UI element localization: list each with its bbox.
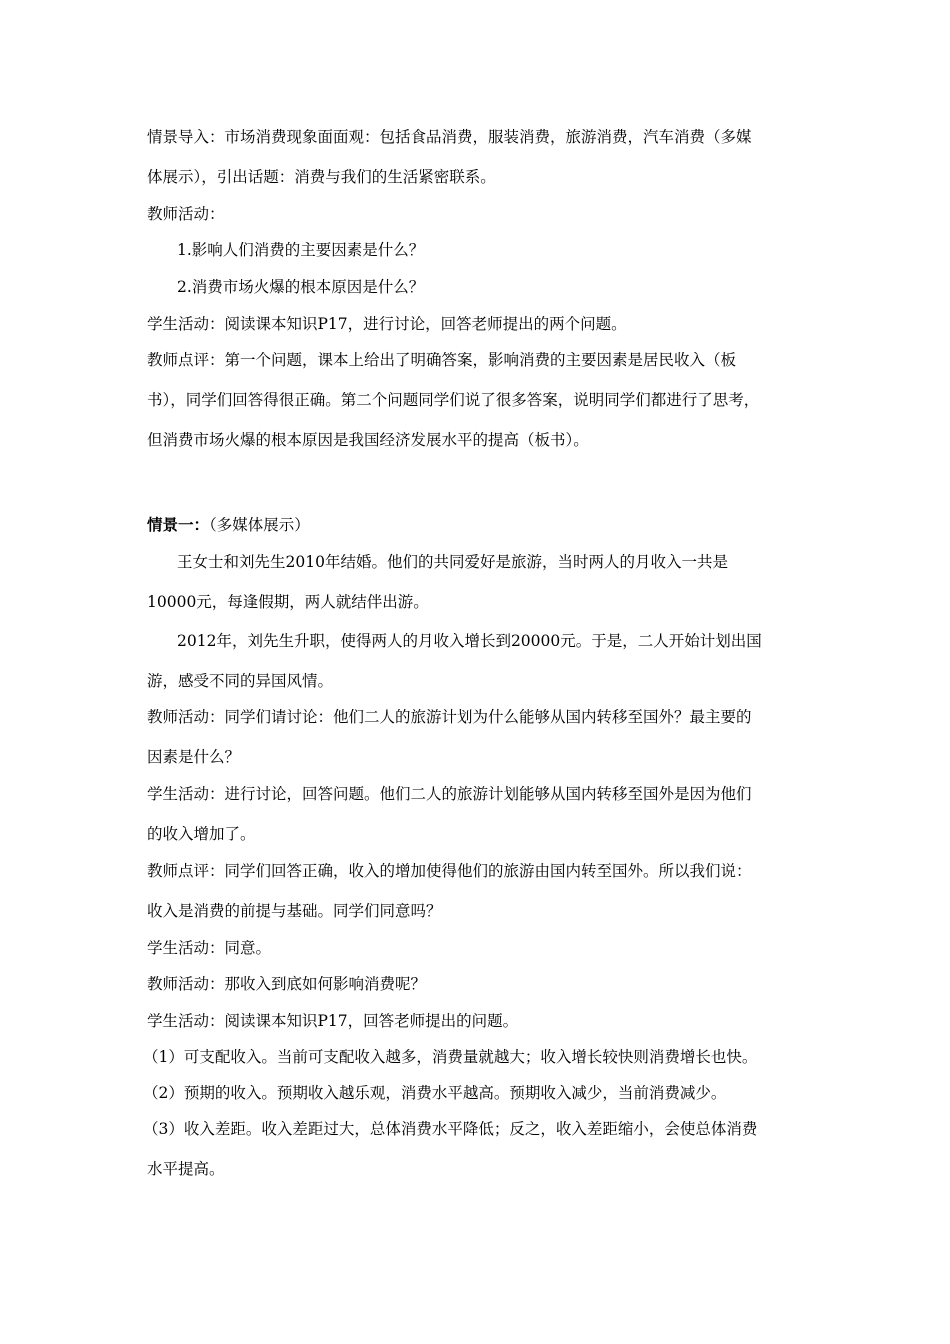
teacher-comment-line-3: 但消费市场火爆的根本原因是我国经济发展水平的提高（板书）。 xyxy=(147,431,589,449)
point-3-line-1: （3）收入差距。收入差距过大，总体消费水平降低；反之，收入差距缩小，会使总体消费 xyxy=(143,1120,758,1138)
intro-line-1: 情景导入：市场消费现象面面观：包括食品消费，服装消费，旅游消费，汽车消费（多媒 xyxy=(147,128,752,146)
point-1: （1）可支配收入。当前可支配收入越多，消费量就越大；收入增长较快则消费增长也快。 xyxy=(143,1048,758,1066)
story-paragraph-1-line-1: 王女士和刘先生2010年结婚。他们的共同爱好是旅游，当时两人的月收入一共是 xyxy=(177,553,728,571)
point-3-line-2: 水平提高。 xyxy=(147,1160,225,1178)
teacher-activity-1-line-2: 因素是什么？ xyxy=(147,748,241,766)
story-paragraph-1-line-2: 10000元，每逢假期，两人就结伴出游。 xyxy=(147,593,429,611)
teacher-comment-2-line-2: 收入是消费的前提与基础。同学们同意吗？ xyxy=(147,902,442,920)
student-activity-2: 学生活动：同意。 xyxy=(147,939,272,957)
teacher-comment-line-1: 教师点评：第一个问题，课本上给出了明确答案，影响消费的主要因素是居民收入（板 xyxy=(147,351,737,369)
student-activity-1-line-1: 学生活动：进行讨论，回答问题。他们二人的旅游计划能够从国内转移至国外是因为他们 xyxy=(147,785,752,803)
student-activity: 学生活动：阅读课本知识P17，进行讨论，回答老师提出的两个问题。 xyxy=(147,315,627,333)
teacher-activity-1-line-1: 教师活动：同学们请讨论：他们二人的旅游计划为什么能够从国内转移至国外？最主要的 xyxy=(147,708,752,726)
point-2: （2）预期的收入。预期收入越乐观，消费水平越高。预期收入减少，当前消费减少。 xyxy=(143,1084,727,1102)
intro-line-2: 体展示），引出话题：消费与我们的生活紧密联系。 xyxy=(147,168,496,186)
teacher-comment-line-2: 书），同学们回答得很正确。第二个问题同学们说了很多答案，说明同学们都进行了思考， xyxy=(147,391,760,409)
story-paragraph-2-line-2: 游，感受不同的异国风情。 xyxy=(147,672,334,690)
teacher-comment-2-line-1: 教师点评：同学们回答正确，收入的增加使得他们的旅游由国内转至国外。所以我们说： xyxy=(147,862,752,880)
teacher-activity-2: 教师活动：那收入到底如何影响消费呢？ xyxy=(147,975,427,993)
scene-1-heading-row xyxy=(147,514,807,536)
scene-1-heading-note: （多媒体展示） xyxy=(209,516,310,534)
question-1: 1.影响人们消费的主要因素是什么？ xyxy=(177,241,425,259)
question-2: 2.消费市场火爆的根本原因是什么？ xyxy=(177,278,425,296)
teacher-activity-label: 教师活动： xyxy=(147,205,225,223)
scene-1-heading: 情景一： xyxy=(147,515,210,534)
student-activity-3: 学生活动：阅读课本知识P17，回答老师提出的问题。 xyxy=(147,1012,519,1030)
student-activity-1-line-2: 的收入增加了。 xyxy=(147,825,256,843)
story-paragraph-2-line-1: 2012年，刘先生升职，使得两人的月收入增长到20000元。于是，二人开始计划出国 xyxy=(177,632,762,650)
